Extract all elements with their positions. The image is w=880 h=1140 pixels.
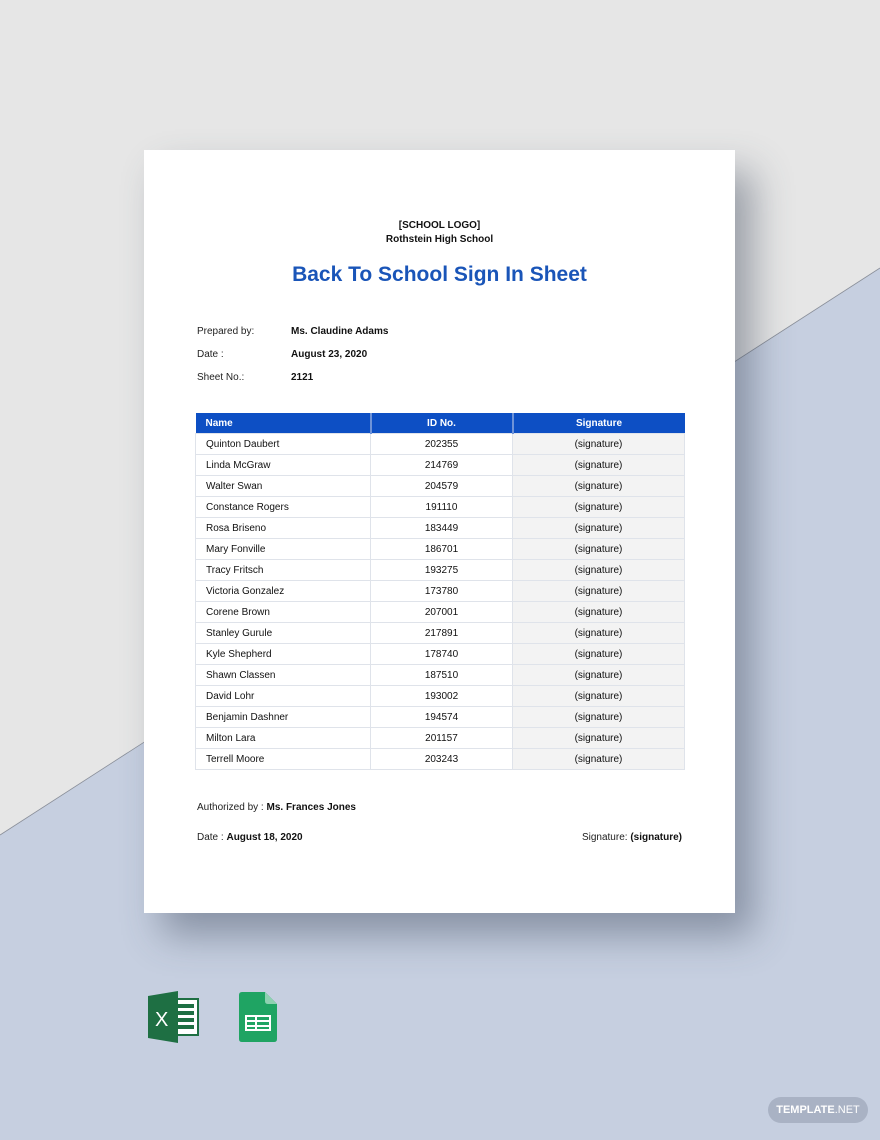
cell-name: Rosa Briseno xyxy=(196,518,371,539)
cell-signature: (signature) xyxy=(513,539,685,560)
cell-id: 204579 xyxy=(371,476,513,497)
footer-signature-value: (signature) xyxy=(630,832,682,843)
table-row xyxy=(196,728,685,749)
google-sheets-icon xyxy=(239,992,277,1042)
cell-name: Shawn Classen xyxy=(196,665,371,686)
footer-date-value: August 18, 2020 xyxy=(226,832,303,843)
cell-id: 183449 xyxy=(371,518,513,539)
date-label: Date : xyxy=(197,349,224,360)
table-row xyxy=(196,581,685,602)
cell-name: Quinton Daubert xyxy=(196,434,371,455)
cell-signature: (signature) xyxy=(513,728,685,749)
cell-signature: (signature) xyxy=(513,497,685,518)
cell-id: 214769 xyxy=(371,455,513,476)
table-row xyxy=(196,455,685,476)
table-row xyxy=(196,518,685,539)
authorized-by-label: Authorized by : xyxy=(197,802,264,813)
table-row xyxy=(196,497,685,518)
cell-id: 173780 xyxy=(371,581,513,602)
page-title: Back To School Sign In Sheet xyxy=(292,263,587,286)
table-row xyxy=(196,686,685,707)
cell-id: 194574 xyxy=(371,707,513,728)
cell-name: Terrell Moore xyxy=(196,749,371,770)
cell-id: 201157 xyxy=(371,728,513,749)
footer-date xyxy=(197,832,303,843)
footer-signature-label: Signature: xyxy=(581,832,628,843)
table-row xyxy=(196,434,685,455)
cell-id: 193002 xyxy=(371,686,513,707)
excel-icon xyxy=(146,991,200,1043)
authorized-by xyxy=(197,802,356,813)
cell-signature: (signature) xyxy=(513,455,685,476)
sheet-no-value: 2121 xyxy=(291,372,314,383)
cell-id: 178740 xyxy=(371,644,513,665)
cell-id: 187510 xyxy=(371,665,513,686)
cell-signature: (signature) xyxy=(513,518,685,539)
table-row xyxy=(196,602,685,623)
table-row xyxy=(196,749,685,770)
cell-id: 217891 xyxy=(371,623,513,644)
cell-name: Tracy Fritsch xyxy=(196,560,371,581)
date-value: August 23, 2020 xyxy=(291,349,368,360)
authorized-by-value: Ms. Frances Jones xyxy=(266,802,356,813)
cell-name: Benjamin Dashner xyxy=(196,707,371,728)
cell-id: 191110 xyxy=(371,497,513,518)
template-net-badge xyxy=(768,1097,868,1123)
cell-id: 186701 xyxy=(371,539,513,560)
cell-signature: (signature) xyxy=(513,644,685,665)
table-row xyxy=(196,665,685,686)
table-row xyxy=(196,560,685,581)
column-header-name: Name xyxy=(196,413,371,434)
table-row xyxy=(196,644,685,665)
cell-signature: (signature) xyxy=(513,602,685,623)
document-page xyxy=(144,150,735,913)
brand-suffix: .NET xyxy=(834,1104,860,1116)
table-row xyxy=(196,476,685,497)
cell-name: Milton Lara xyxy=(196,728,371,749)
cell-signature: (signature) xyxy=(513,476,685,497)
school-name: Rothstein High School xyxy=(385,234,494,245)
cell-signature: (signature) xyxy=(513,434,685,455)
footer-date-label: Date : xyxy=(197,832,224,843)
cell-name: Mary Fonville xyxy=(196,539,371,560)
cell-name: Linda McGraw xyxy=(196,455,371,476)
cell-id: 203243 xyxy=(371,749,513,770)
school-logo-placeholder: [SCHOOL LOGO] xyxy=(398,220,481,231)
column-header-id: ID No. xyxy=(371,413,513,434)
cell-signature: (signature) xyxy=(513,560,685,581)
prepared-by-label: Prepared by: xyxy=(197,326,255,337)
svg-text:X: X xyxy=(155,1009,169,1031)
cell-id: 202355 xyxy=(371,434,513,455)
cell-signature: (signature) xyxy=(513,581,685,602)
cell-signature: (signature) xyxy=(513,749,685,770)
footer-signature xyxy=(582,832,682,843)
brand-name: TEMPLATE xyxy=(776,1104,835,1116)
cell-signature: (signature) xyxy=(513,707,685,728)
table-row xyxy=(196,539,685,560)
cell-name: Kyle Shepherd xyxy=(196,644,371,665)
cell-id: 207001 xyxy=(371,602,513,623)
cell-name: Constance Rogers xyxy=(196,497,371,518)
cell-id: 193275 xyxy=(371,560,513,581)
column-header-signature: Signature xyxy=(513,413,685,434)
sign-in-table xyxy=(195,413,685,770)
table-row xyxy=(196,623,685,644)
cell-signature: (signature) xyxy=(513,623,685,644)
sheet-no-label: Sheet No.: xyxy=(197,372,245,383)
cell-name: Victoria Gonzalez xyxy=(196,581,371,602)
cell-name: Stanley Gurule xyxy=(196,623,371,644)
prepared-by-value: Ms. Claudine Adams xyxy=(291,326,389,337)
table-row xyxy=(196,707,685,728)
cell-name: David Lohr xyxy=(196,686,371,707)
cell-signature: (signature) xyxy=(513,686,685,707)
cell-signature: (signature) xyxy=(513,665,685,686)
cell-name: Walter Swan xyxy=(196,476,371,497)
cell-name: Corene Brown xyxy=(196,602,371,623)
